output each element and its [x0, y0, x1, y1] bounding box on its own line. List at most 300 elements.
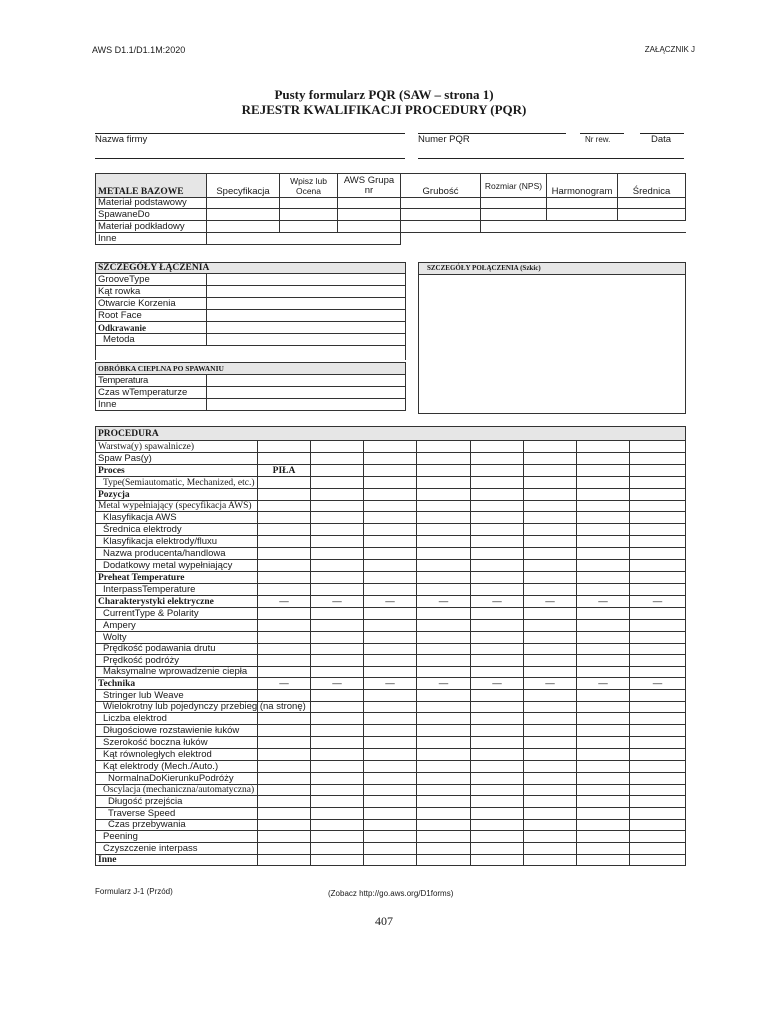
procedure-cell[interactable]	[417, 536, 471, 548]
procedure-cell[interactable]	[364, 441, 417, 453]
cell-input[interactable]	[280, 209, 338, 221]
procedure-cell[interactable]	[417, 855, 471, 866]
procedure-cell[interactable]	[311, 453, 364, 465]
procedure-cell[interactable]	[311, 572, 364, 584]
procedure-cell[interactable]	[524, 690, 577, 702]
procedure-cell[interactable]	[630, 702, 686, 713]
procedure-cell[interactable]	[417, 725, 471, 737]
procedure-cell[interactable]	[258, 773, 311, 785]
procedure-cell[interactable]	[471, 761, 524, 773]
procedure-cell[interactable]	[630, 855, 686, 866]
procedure-cell[interactable]	[258, 785, 311, 796]
procedure-cell[interactable]	[577, 667, 630, 678]
procedure-cell[interactable]	[417, 655, 471, 667]
procedure-cell[interactable]	[630, 749, 686, 761]
procedure-cell[interactable]	[524, 560, 577, 572]
procedure-cell[interactable]	[417, 644, 471, 655]
procedure-cell[interactable]	[630, 773, 686, 785]
procedure-cell[interactable]	[630, 524, 686, 536]
procedure-cell[interactable]	[524, 453, 577, 465]
procedure-cell[interactable]	[311, 843, 364, 855]
procedure-cell[interactable]	[417, 690, 471, 702]
procedure-cell[interactable]	[364, 761, 417, 773]
procedure-cell[interactable]	[364, 572, 417, 584]
procedure-cell[interactable]	[311, 608, 364, 620]
procedure-cell[interactable]	[258, 831, 311, 843]
procedure-cell[interactable]	[258, 632, 311, 644]
saw-process-cell[interactable]: PIŁA	[258, 465, 311, 477]
procedure-cell[interactable]	[417, 501, 471, 512]
cell-input[interactable]	[207, 209, 280, 221]
procedure-cell[interactable]	[311, 749, 364, 761]
procedure-cell[interactable]	[258, 501, 311, 512]
procedure-cell[interactable]	[258, 524, 311, 536]
procedure-cell[interactable]	[630, 655, 686, 667]
procedure-cell[interactable]	[524, 632, 577, 644]
procedure-cell[interactable]	[311, 501, 364, 512]
procedure-cell[interactable]	[524, 655, 577, 667]
procedure-cell[interactable]	[417, 608, 471, 620]
procedure-cell[interactable]	[258, 667, 311, 678]
procedure-cell[interactable]	[364, 560, 417, 572]
procedure-cell[interactable]	[417, 820, 471, 831]
procedure-cell[interactable]	[524, 749, 577, 761]
procedure-cell[interactable]	[630, 536, 686, 548]
procedure-cell[interactable]	[524, 548, 577, 560]
procedure-cell[interactable]	[364, 667, 417, 678]
procedure-cell[interactable]	[364, 737, 417, 749]
procedure-cell[interactable]	[577, 572, 630, 584]
procedure-cell[interactable]	[577, 512, 630, 524]
procedure-cell[interactable]	[258, 749, 311, 761]
procedure-cell[interactable]	[471, 855, 524, 866]
procedure-cell[interactable]	[471, 644, 524, 655]
procedure-cell[interactable]	[364, 536, 417, 548]
procedure-cell[interactable]	[417, 477, 471, 489]
procedure-cell[interactable]	[364, 465, 417, 477]
procedure-cell[interactable]	[524, 620, 577, 632]
procedure-cell[interactable]	[630, 761, 686, 773]
procedure-cell[interactable]	[630, 737, 686, 749]
procedure-cell[interactable]	[630, 489, 686, 501]
cell-input[interactable]	[338, 209, 401, 221]
procedure-cell[interactable]	[417, 548, 471, 560]
procedure-cell[interactable]	[364, 489, 417, 501]
cell-input[interactable]	[207, 399, 406, 411]
procedure-cell[interactable]	[524, 737, 577, 749]
procedure-cell[interactable]	[258, 820, 311, 831]
procedure-cell[interactable]	[577, 796, 630, 808]
procedure-cell[interactable]	[471, 785, 524, 796]
procedure-cell[interactable]	[524, 808, 577, 820]
procedure-cell[interactable]	[524, 608, 577, 620]
procedure-cell[interactable]	[364, 843, 417, 855]
cell-input[interactable]	[207, 286, 406, 298]
company-name-field[interactable]	[95, 133, 405, 134]
procedure-cell[interactable]	[471, 632, 524, 644]
procedure-cell[interactable]	[577, 608, 630, 620]
procedure-cell[interactable]	[311, 465, 364, 477]
procedure-cell[interactable]	[364, 831, 417, 843]
cell-input[interactable]	[338, 221, 401, 233]
procedure-cell[interactable]	[471, 560, 524, 572]
procedure-cell[interactable]	[630, 548, 686, 560]
procedure-cell[interactable]	[364, 620, 417, 632]
cell-input[interactable]	[547, 198, 618, 209]
procedure-cell[interactable]	[630, 477, 686, 489]
cell-input[interactable]	[618, 198, 686, 209]
procedure-cell[interactable]	[258, 655, 311, 667]
cell-input[interactable]	[280, 198, 338, 209]
procedure-cell[interactable]	[471, 749, 524, 761]
procedure-cell[interactable]	[311, 820, 364, 831]
procedure-cell[interactable]	[471, 489, 524, 501]
procedure-cell[interactable]	[524, 536, 577, 548]
procedure-cell[interactable]	[364, 690, 417, 702]
procedure-cell[interactable]	[258, 620, 311, 632]
procedure-cell[interactable]	[258, 477, 311, 489]
cell-input[interactable]	[207, 233, 401, 245]
procedure-cell[interactable]	[311, 773, 364, 785]
procedure-cell[interactable]	[524, 441, 577, 453]
procedure-cell[interactable]	[471, 524, 524, 536]
procedure-cell[interactable]	[630, 796, 686, 808]
revision-field[interactable]	[580, 133, 624, 134]
procedure-cell[interactable]	[630, 572, 686, 584]
procedure-cell[interactable]	[311, 808, 364, 820]
procedure-cell[interactable]	[258, 725, 311, 737]
procedure-cell[interactable]	[630, 620, 686, 632]
procedure-cell[interactable]	[258, 453, 311, 465]
procedure-cell[interactable]	[630, 441, 686, 453]
procedure-cell[interactable]	[364, 796, 417, 808]
procedure-cell[interactable]	[524, 584, 577, 596]
procedure-cell[interactable]	[417, 512, 471, 524]
procedure-cell[interactable]	[524, 713, 577, 725]
procedure-cell[interactable]	[364, 713, 417, 725]
procedure-cell[interactable]	[630, 808, 686, 820]
procedure-cell[interactable]	[471, 773, 524, 785]
procedure-cell[interactable]	[524, 761, 577, 773]
procedure-cell[interactable]	[630, 725, 686, 737]
procedure-cell[interactable]	[311, 584, 364, 596]
procedure-cell[interactable]	[364, 501, 417, 512]
procedure-cell[interactable]	[577, 831, 630, 843]
procedure-cell[interactable]	[524, 524, 577, 536]
procedure-cell[interactable]	[311, 536, 364, 548]
procedure-cell[interactable]	[364, 820, 417, 831]
procedure-cell[interactable]	[577, 820, 630, 831]
procedure-cell[interactable]	[577, 843, 630, 855]
procedure-cell[interactable]	[577, 632, 630, 644]
procedure-cell[interactable]	[630, 608, 686, 620]
cell-input[interactable]	[401, 221, 481, 233]
procedure-cell[interactable]	[524, 512, 577, 524]
cell-input[interactable]	[207, 387, 406, 399]
cell-input[interactable]	[207, 322, 406, 334]
procedure-cell[interactable]	[630, 690, 686, 702]
procedure-cell[interactable]	[471, 820, 524, 831]
procedure-cell[interactable]	[311, 548, 364, 560]
procedure-cell[interactable]	[471, 620, 524, 632]
procedure-cell[interactable]	[417, 572, 471, 584]
procedure-cell[interactable]	[417, 737, 471, 749]
procedure-cell[interactable]	[364, 855, 417, 866]
procedure-cell[interactable]	[630, 831, 686, 843]
procedure-cell[interactable]	[258, 796, 311, 808]
procedure-cell[interactable]	[524, 572, 577, 584]
procedure-cell[interactable]	[417, 843, 471, 855]
procedure-cell[interactable]	[417, 489, 471, 501]
procedure-cell[interactable]	[471, 441, 524, 453]
procedure-cell[interactable]	[364, 655, 417, 667]
procedure-cell[interactable]	[524, 843, 577, 855]
procedure-cell[interactable]	[524, 831, 577, 843]
procedure-cell[interactable]	[364, 725, 417, 737]
procedure-cell[interactable]	[471, 512, 524, 524]
procedure-cell[interactable]	[577, 761, 630, 773]
procedure-cell[interactable]	[258, 855, 311, 866]
procedure-cell[interactable]	[577, 737, 630, 749]
procedure-cell[interactable]	[364, 644, 417, 655]
cell-input[interactable]	[547, 209, 618, 221]
cell-input[interactable]	[207, 274, 406, 286]
procedure-cell[interactable]	[364, 808, 417, 820]
procedure-cell[interactable]	[258, 608, 311, 620]
procedure-cell[interactable]	[417, 761, 471, 773]
procedure-cell[interactable]	[364, 512, 417, 524]
procedure-cell[interactable]	[417, 796, 471, 808]
procedure-cell[interactable]	[630, 512, 686, 524]
procedure-cell[interactable]	[417, 560, 471, 572]
cell-input[interactable]	[401, 198, 481, 209]
procedure-cell[interactable]	[258, 761, 311, 773]
procedure-cell[interactable]	[417, 620, 471, 632]
procedure-cell[interactable]	[577, 524, 630, 536]
procedure-cell[interactable]	[311, 441, 364, 453]
procedure-cell[interactable]	[258, 808, 311, 820]
procedure-cell[interactable]	[258, 713, 311, 725]
procedure-cell[interactable]	[630, 584, 686, 596]
procedure-cell[interactable]	[364, 749, 417, 761]
date-field[interactable]	[640, 133, 684, 134]
procedure-cell[interactable]	[258, 489, 311, 501]
procedure-cell[interactable]	[471, 536, 524, 548]
procedure-cell[interactable]	[364, 548, 417, 560]
procedure-cell[interactable]	[364, 584, 417, 596]
procedure-cell[interactable]	[630, 667, 686, 678]
procedure-cell[interactable]	[311, 477, 364, 489]
procedure-cell[interactable]	[471, 808, 524, 820]
procedure-cell[interactable]	[258, 441, 311, 453]
procedure-cell[interactable]	[524, 785, 577, 796]
procedure-cell[interactable]	[311, 702, 364, 713]
procedure-cell[interactable]	[577, 644, 630, 655]
procedure-cell[interactable]	[471, 690, 524, 702]
procedure-cell[interactable]	[417, 831, 471, 843]
procedure-cell[interactable]	[364, 773, 417, 785]
procedure-cell[interactable]	[577, 702, 630, 713]
cell-input[interactable]	[207, 334, 406, 346]
procedure-cell[interactable]	[364, 702, 417, 713]
procedure-cell[interactable]	[364, 632, 417, 644]
cell-input[interactable]	[207, 298, 406, 310]
procedure-cell[interactable]	[471, 501, 524, 512]
procedure-cell[interactable]	[577, 584, 630, 596]
procedure-cell[interactable]	[577, 725, 630, 737]
cell-input[interactable]	[481, 198, 547, 209]
procedure-cell[interactable]	[258, 584, 311, 596]
procedure-cell[interactable]	[311, 655, 364, 667]
cell-input[interactable]	[207, 198, 280, 209]
procedure-cell[interactable]	[311, 644, 364, 655]
procedure-cell[interactable]	[577, 465, 630, 477]
procedure-cell[interactable]	[471, 465, 524, 477]
procedure-cell[interactable]	[524, 644, 577, 655]
procedure-cell[interactable]	[364, 524, 417, 536]
procedure-cell[interactable]	[471, 572, 524, 584]
procedure-cell[interactable]	[577, 548, 630, 560]
procedure-cell[interactable]	[258, 512, 311, 524]
procedure-cell[interactable]	[471, 584, 524, 596]
procedure-cell[interactable]	[258, 536, 311, 548]
cell-input[interactable]	[207, 221, 280, 233]
procedure-cell[interactable]	[577, 620, 630, 632]
procedure-cell[interactable]	[471, 831, 524, 843]
procedure-cell[interactable]	[577, 808, 630, 820]
procedure-cell[interactable]	[417, 785, 471, 796]
procedure-cell[interactable]	[577, 773, 630, 785]
procedure-cell[interactable]	[524, 465, 577, 477]
procedure-cell[interactable]	[577, 441, 630, 453]
cell-input[interactable]	[338, 198, 401, 209]
company-name-field-2[interactable]	[95, 158, 405, 159]
procedure-cell[interactable]	[577, 536, 630, 548]
cell-input[interactable]	[401, 209, 481, 221]
procedure-cell[interactable]	[524, 796, 577, 808]
procedure-cell[interactable]	[630, 501, 686, 512]
procedure-cell[interactable]	[311, 690, 364, 702]
procedure-cell[interactable]	[471, 725, 524, 737]
procedure-cell[interactable]	[417, 749, 471, 761]
procedure-cell[interactable]	[417, 808, 471, 820]
procedure-cell[interactable]	[417, 632, 471, 644]
procedure-cell[interactable]	[471, 843, 524, 855]
procedure-cell[interactable]	[417, 441, 471, 453]
procedure-cell[interactable]	[577, 501, 630, 512]
procedure-cell[interactable]	[311, 761, 364, 773]
procedure-cell[interactable]	[577, 713, 630, 725]
procedure-cell[interactable]	[577, 855, 630, 866]
procedure-cell[interactable]	[577, 785, 630, 796]
procedure-cell[interactable]	[311, 524, 364, 536]
procedure-cell[interactable]	[471, 713, 524, 725]
procedure-cell[interactable]	[577, 749, 630, 761]
procedure-cell[interactable]	[524, 477, 577, 489]
procedure-cell[interactable]	[311, 785, 364, 796]
cell-input[interactable]	[207, 310, 406, 322]
procedure-cell[interactable]	[311, 831, 364, 843]
procedure-cell[interactable]	[630, 632, 686, 644]
procedure-cell[interactable]	[258, 843, 311, 855]
cell-input[interactable]	[280, 221, 338, 233]
cell-input[interactable]	[207, 375, 406, 387]
procedure-cell[interactable]	[364, 608, 417, 620]
procedure-cell[interactable]	[311, 667, 364, 678]
procedure-cell[interactable]	[630, 644, 686, 655]
procedure-cell[interactable]	[417, 524, 471, 536]
procedure-cell[interactable]	[258, 690, 311, 702]
forms-link[interactable]: (Zobacz http://go.aws.org/D1forms)	[328, 889, 454, 898]
procedure-cell[interactable]	[630, 560, 686, 572]
procedure-cell[interactable]	[311, 725, 364, 737]
procedure-cell[interactable]	[311, 512, 364, 524]
cell-input[interactable]	[481, 209, 547, 221]
procedure-cell[interactable]	[577, 560, 630, 572]
procedure-cell[interactable]	[524, 855, 577, 866]
procedure-cell[interactable]	[417, 584, 471, 596]
procedure-cell[interactable]	[630, 785, 686, 796]
procedure-cell[interactable]	[471, 608, 524, 620]
procedure-cell[interactable]	[630, 713, 686, 725]
procedure-cell[interactable]	[524, 773, 577, 785]
procedure-cell[interactable]	[524, 667, 577, 678]
procedure-cell[interactable]	[417, 465, 471, 477]
procedure-cell[interactable]	[311, 620, 364, 632]
procedure-cell[interactable]	[364, 785, 417, 796]
procedure-cell[interactable]	[524, 702, 577, 713]
procedure-cell[interactable]	[364, 453, 417, 465]
procedure-cell[interactable]	[417, 713, 471, 725]
procedure-cell[interactable]	[417, 667, 471, 678]
procedure-cell[interactable]	[471, 796, 524, 808]
procedure-cell[interactable]	[471, 453, 524, 465]
procedure-cell[interactable]	[471, 737, 524, 749]
procedure-cell[interactable]	[258, 560, 311, 572]
procedure-cell[interactable]	[630, 465, 686, 477]
procedure-cell[interactable]	[471, 655, 524, 667]
procedure-cell[interactable]	[577, 690, 630, 702]
procedure-cell[interactable]	[311, 713, 364, 725]
procedure-cell[interactable]	[417, 773, 471, 785]
procedure-cell[interactable]	[311, 489, 364, 501]
procedure-cell[interactable]	[311, 796, 364, 808]
procedure-cell[interactable]	[258, 737, 311, 749]
procedure-cell[interactable]	[364, 477, 417, 489]
procedure-cell[interactable]	[524, 489, 577, 501]
procedure-cell[interactable]	[524, 820, 577, 831]
joint-sketch-area[interactable]	[418, 262, 686, 414]
cell-input[interactable]	[618, 209, 686, 221]
procedure-cell[interactable]	[524, 501, 577, 512]
procedure-cell[interactable]	[417, 702, 471, 713]
pqr-extra-field[interactable]	[418, 158, 684, 159]
procedure-cell[interactable]	[471, 702, 524, 713]
procedure-cell[interactable]	[311, 632, 364, 644]
procedure-cell[interactable]	[577, 453, 630, 465]
procedure-cell[interactable]	[471, 477, 524, 489]
procedure-cell[interactable]	[258, 548, 311, 560]
procedure-cell[interactable]	[311, 737, 364, 749]
procedure-cell[interactable]	[471, 548, 524, 560]
procedure-cell[interactable]	[630, 843, 686, 855]
pqr-number-field[interactable]	[418, 133, 566, 134]
procedure-cell[interactable]	[630, 453, 686, 465]
procedure-cell[interactable]	[258, 644, 311, 655]
procedure-cell[interactable]	[311, 560, 364, 572]
procedure-cell[interactable]	[524, 725, 577, 737]
procedure-cell[interactable]	[577, 477, 630, 489]
